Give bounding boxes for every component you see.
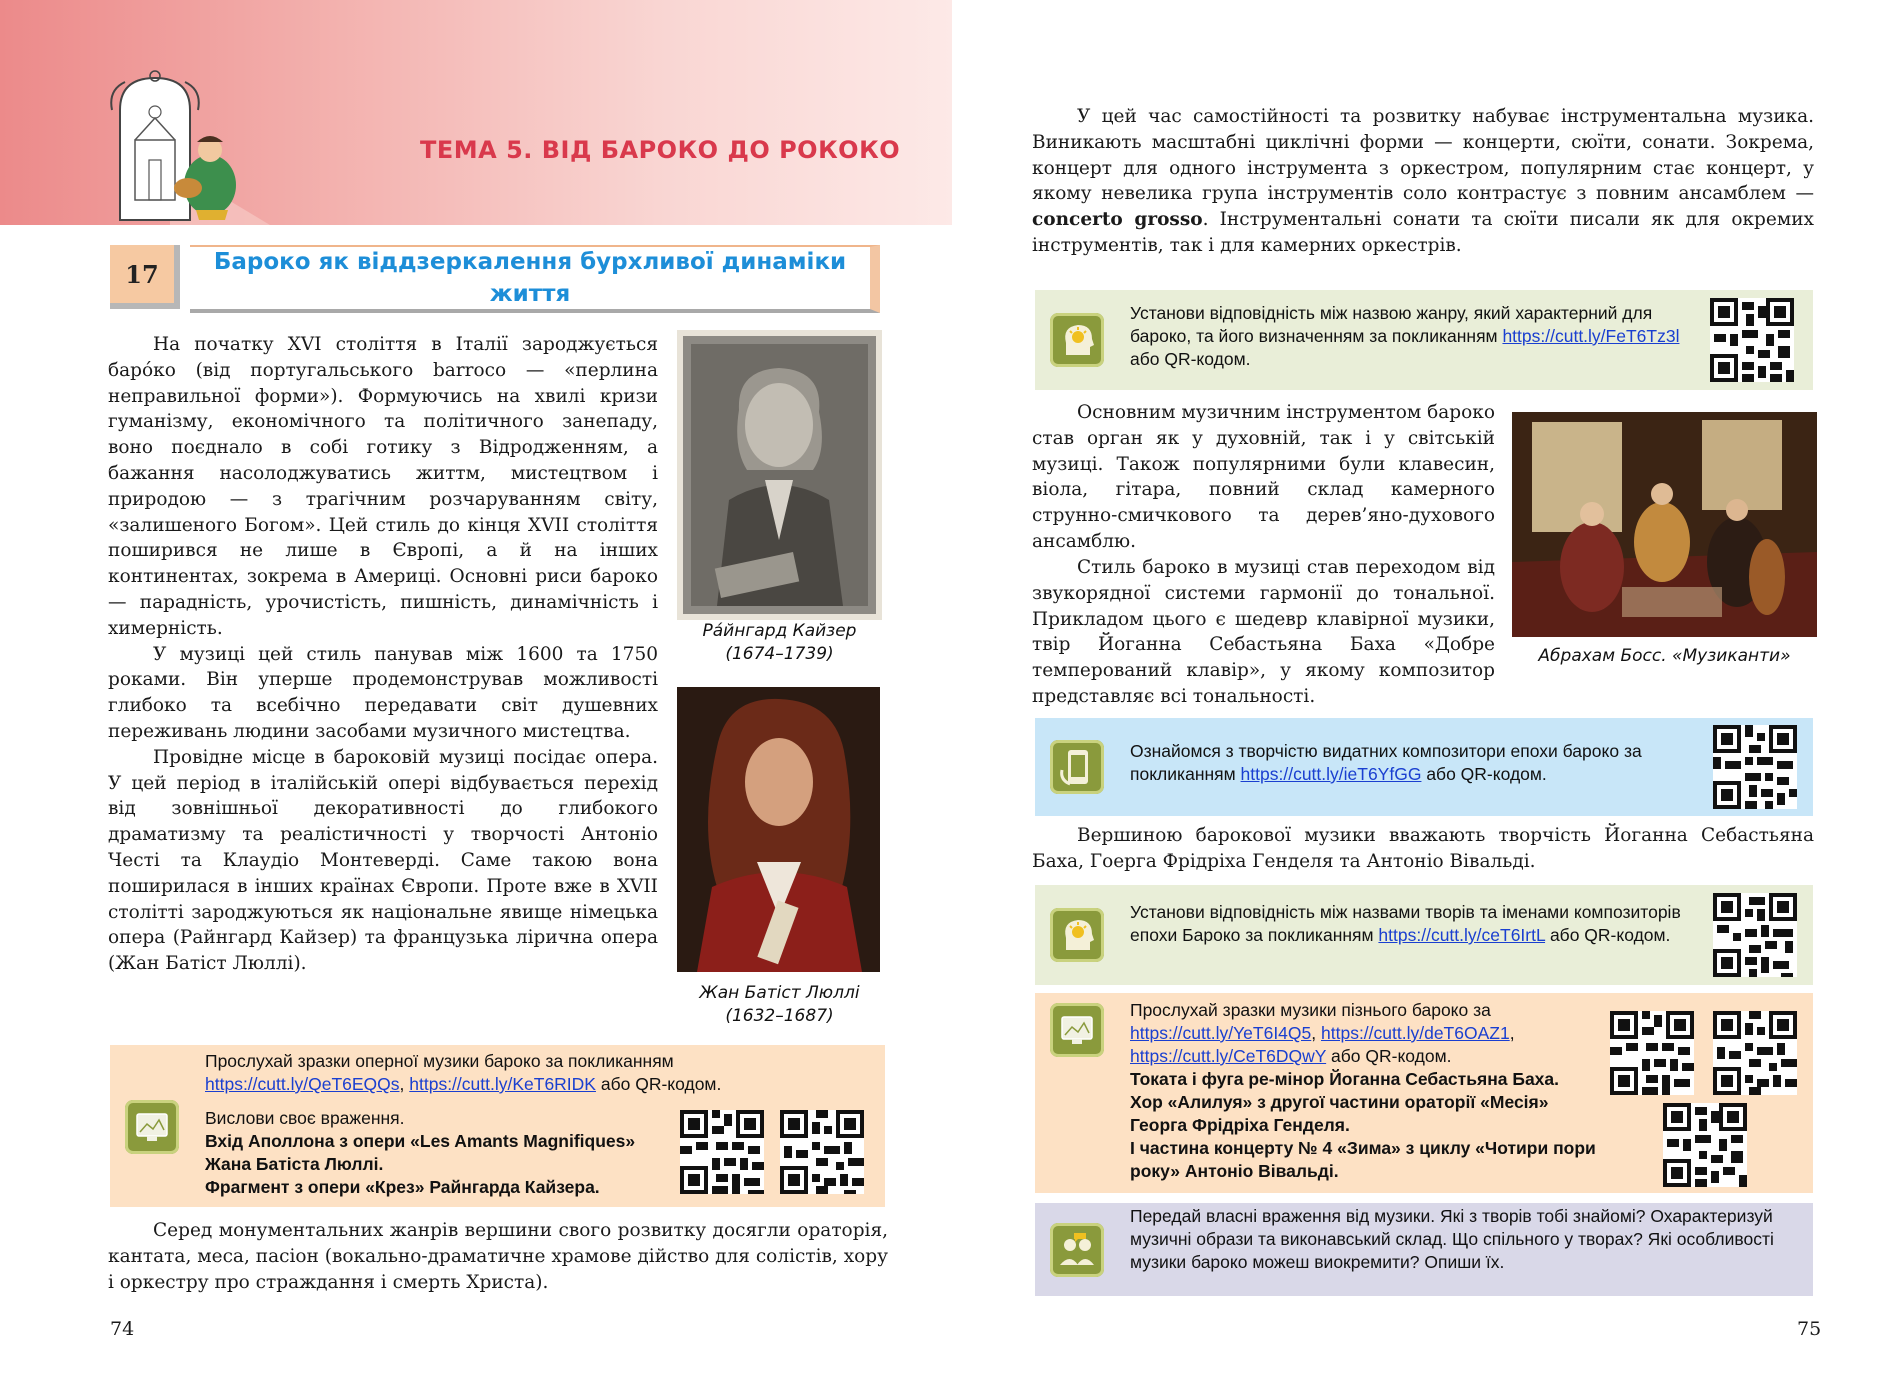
qr-code-icon[interactable] [680, 1110, 764, 1194]
link-late-baroque-3[interactable]: https://cutt.ly/CeT6DQwY [1130, 1046, 1327, 1066]
caption-kaiser [677, 620, 882, 666]
paragraph-opera: Провідне місце в бароковій музиці посідає опера. У цей період в італійській опері відбувається перехід від зовнішньої декоративності до глибокого драматизму та реалістичності у творчості Антоніо Честі та Клаудіо Монтеверді. Саме такою вона поширилася в інших країнах Європи. Проте вже в XVII столітті зароджуються як національне явище німецька опера (Райнгард Кайзер) та французька лірична опера (Жан Батіст Люллі). [108, 746, 658, 975]
paragraph-organ: Основним музичним інструментом бароко став орган як у духовній, так і у світській музиці. Також популярними були клавесин, віола, гітара, повний склад камерного струнно-смичкового та дерев’яно-духового ансамблю. [1032, 402, 1495, 552]
page-number-left: 74 [110, 1318, 135, 1340]
task-box-composers [1035, 718, 1813, 816]
page-number-right: 75 [1797, 1318, 1822, 1340]
link-composers[interactable]: https://cutt.ly/ieT6YfGG [1240, 764, 1422, 784]
task-works-instruction: Установи відповідність між назвами творів та іменами композиторів епохи Бароко за покликанням [1130, 902, 1681, 945]
link-opera-1[interactable]: https://cutt.ly/QeT6EQQs [205, 1074, 400, 1094]
lesson-title [214, 246, 846, 310]
task-box-genres-text [1130, 302, 1690, 371]
painting-musicians [1512, 412, 1817, 637]
caption-musicians: Абрахам Босс. «Музиканти» [1538, 646, 1791, 666]
listen-activity-icon [125, 1100, 179, 1154]
summit-text [1032, 823, 1814, 875]
link-late-baroque-1[interactable]: https://cutt.ly/YeT6I4Q5 [1130, 1023, 1312, 1043]
lesson-number: 17 [110, 245, 180, 309]
organ-text [1032, 400, 1495, 555]
qr-code-icon[interactable] [780, 1110, 864, 1194]
listening-box-text: Прослухай зразки оперної музики бароко за покликанням https://cutt.ly/QeT6EQQs, https://cutt.ly/KeT6RIDK або QR-кодом. [205, 1050, 875, 1096]
task-box-composers-text [1130, 740, 1700, 786]
right-page [952, 0, 1904, 1400]
paragraph-baroque-origin: На початку XVI століття в Італії зароджується баро́ко (від португальського barroco — «перлина неправильної форми»). Формуючись на хвилі кризи гуманізму, економічного та політичного занепаду, воно поєднало в собі готику з Відродженням, а бажання насолоджуватись життм, мистецтвом і природою — з трагічним розчаруванням світу, «залишеного Богом». Цей стиль до кінця XVII століття поширився не лише в Європі, а й на інших континентах, зокрема в Америці. Основні риси бароко — парадність, урочистість, пишність, динамічність і химерність. [108, 334, 658, 639]
express-impression-text: Вислови своє враження. [205, 1108, 405, 1128]
paragraph-instrumental-music [1032, 104, 1814, 259]
work-handel: Хор «Алилуя» з другої частини ораторії «Месія» Георга Фрідріха Генделя. [1130, 1092, 1549, 1135]
paragraph-music-period: У музиці цей стиль панував між 1600 та 1750 роками. Він уперше продемонстрував можливості глибоко та всебічно передавати світ душевних переживань людини засобами музичного мистецтва. [108, 643, 658, 742]
late-baroque-text: Прослухай зразки музики пізнього бароко за https://cutt.ly/YeT6I4Q5, https://cutt.ly/deT6OAZ1, https://cutt.ly/CeT6DQwY або QR-кодом. Токата і фуга ре-мінор Йоганна Себастьяна Баха. Хор «Алилуя» з другої частини ораторії «Месія» Георга Фрідріха Генделя. I частина концерту № 4 «Зима» з циклу «Чотири пори року» Антоніо Вівальді. [1130, 999, 1610, 1183]
link-genres[interactable]: https://cutt.ly/FeT6Tz3l [1502, 326, 1680, 346]
portrait-kaiser [677, 330, 882, 620]
reflection-box [1035, 1203, 1813, 1296]
task-genres-instruction: Установи відповідність між назвою жанру, який характерний для бароко, та його визначенням за покликанням [1130, 303, 1653, 346]
tonality-text [1032, 555, 1495, 710]
task-box-works-text [1130, 901, 1690, 947]
instrumental-text-b: . Інструментальні сонати та сюїти писали як для окремих інструментів, так і для камерних оркестрів. [1032, 209, 1814, 256]
link-late-baroque-2[interactable]: https://cutt.ly/deT6OAZ1 [1321, 1023, 1510, 1043]
listening-box-opera [110, 1045, 885, 1207]
theme-title: ТЕМА 5. ВІД БАРОКО ДО РОКОКО [420, 136, 901, 164]
concerto-grosso-term: concerto grosso [1032, 209, 1203, 231]
caption-lully [677, 982, 882, 1028]
caption-lully-years: (1632–1687) [725, 1006, 834, 1026]
lesson-title-line2: життя [489, 281, 571, 307]
qr-note: або QR-кодом. [600, 1074, 722, 1094]
link-opera-2[interactable]: https://cutt.ly/KeT6RIDK [409, 1074, 596, 1094]
listening-instruction: Прослухай зразки оперної музики бароко за покликанням [205, 1051, 674, 1071]
caption-kaiser-name: Ра́йнгард Кайзер [702, 621, 857, 641]
idea-head-icon [1050, 908, 1104, 962]
qr-note: або QR-кодом. [1331, 1046, 1452, 1066]
work-bach: Токата і фуга ре-мінор Йоганна Себастьяна Баха. [1130, 1069, 1560, 1089]
qr-note: або QR-кодом. [1549, 925, 1671, 945]
task-composers-instruction: Ознайомся з творчістю видатних композитори епохи бароко за покликанням [1130, 741, 1642, 784]
qr-code-icon[interactable] [1713, 725, 1797, 809]
baroque-emblem-icon [100, 70, 270, 225]
listen-activity-icon [1050, 1003, 1104, 1057]
listening-box-late-baroque [1035, 993, 1813, 1193]
paragraph-monumental-genres: Серед монументальних жанрів вершини свого розвитку досягли ораторія, кантата, меса, пасіон (вокально-драматичне храмове дійство для солістів, хору і оркестру про страждання і смерть Христа). [108, 1220, 888, 1293]
listening-box-works [205, 1107, 645, 1199]
task-box-works [1035, 885, 1813, 985]
qr-code-icon[interactable] [1663, 1103, 1747, 1187]
smartphone-icon [1050, 740, 1104, 794]
work-lully: Вхід Аполлона з опери «Les Amants Magnifiques» Жана Батіста Люллі. [205, 1131, 636, 1174]
task-box-genres [1035, 290, 1813, 390]
qr-code-icon[interactable] [1713, 893, 1797, 977]
lesson-title-line1: Бароко як віддзеркалення бурхливої динаміки [213, 249, 847, 275]
late-baroque-instruction: Прослухай зразки музики пізнього бароко за [1130, 1000, 1491, 1020]
instrumental-music-text [1032, 104, 1814, 259]
work-vivaldi: I частина концерту № 4 «Зима» з циклу «Чотири пори року» Антоніо Вівальді. [1130, 1138, 1596, 1181]
qr-code-icon[interactable] [1610, 1011, 1694, 1095]
qr-note: або QR-кодом. [1426, 764, 1547, 784]
paragraph-summit: Вершиною барокової музики вважають творчість Йоганна Себастьяна Баха, Гоерга Фрідріха Генделя та Антоніо Вівальді. [1032, 825, 1814, 872]
monumental-genres-text [108, 1218, 888, 1295]
discussion-icon [1050, 1223, 1104, 1277]
caption-kaiser-years: (1674–1739) [725, 644, 834, 664]
portrait-lully [677, 687, 880, 972]
qr-code-icon[interactable] [1713, 1011, 1797, 1095]
qr-code-icon[interactable] [1710, 298, 1794, 382]
idea-head-icon [1050, 313, 1104, 367]
paragraph-tonality: Стиль бароко в музиці став переходом від звукорядної системи гармонії до тональної. Прикладом цього є шедевр клавірної музики, твір Йоганна Себастьяна Баха «Добре темперований клавір», у якому композитор представляє всі тональності. [1032, 557, 1495, 707]
intro-text [108, 332, 658, 977]
lesson-heading [190, 245, 880, 313]
link-works[interactable]: https://cutt.ly/ceT6IrtL [1378, 925, 1546, 945]
instrumental-text-a: У цей час самостійності та розвитку набуває інструментальна музика. Виникають масштабні циклічні форми — концерти, сюїти, сонати. Зокрема, концерт для одного інструмента з оркестром, популярним стає концерт, у якому невелика група інструментів соло контрастує з повним ансамблем — [1032, 106, 1814, 205]
caption-lully-name: Жан Батіст Люллі [699, 983, 860, 1003]
work-kaiser: Фрагмент з опери «Крез» Райнгарда Кайзера. [205, 1177, 600, 1197]
qr-note: або QR-кодом. [1130, 349, 1251, 369]
reflection-text: Передай власні враження від музики. Які з творів тобі знайомі? Охарактеризуй музичні образи та виконавський склад. Що спільного у творах? Які особливості музики бароко можеш виокремити? Опиши їх. [1130, 1206, 1774, 1272]
